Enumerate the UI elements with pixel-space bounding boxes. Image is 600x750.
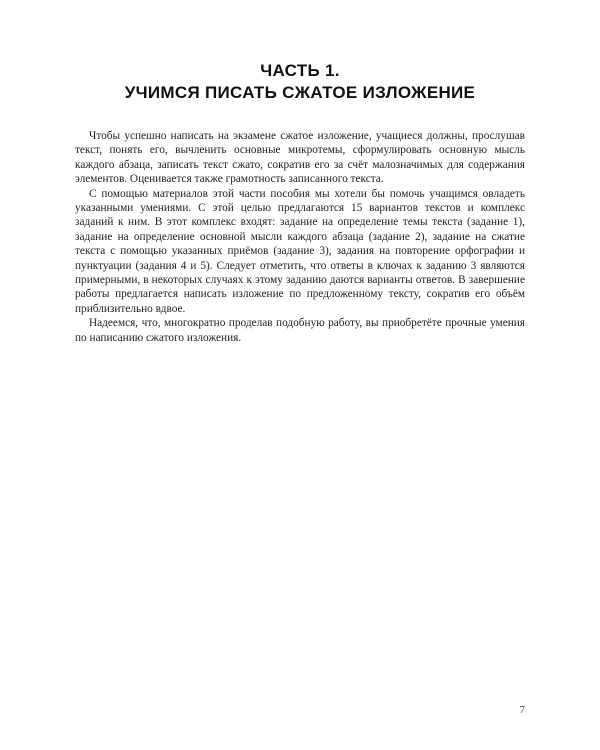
page-number: 7 bbox=[519, 704, 525, 716]
paragraph-2: С помощью материалов этой части пособия мы хотели бы помочь учащимся овладеть указанными умениями. С этой целью предлагаются 15 вариантов текстов и комплекс заданий к ним. В этот комплекс входят: задание на определение темы текста (задание 1), задание на определение основной мысли каждого абзаца (задание 2), задание на сжатие текста с помощью указанных приёмов (задание 3), задания на повторение орфографии и пунктуации (задания 4 и 5). Следует отметить, что ответы в ключах к заданию 3 являются примерными, в некоторых случаях к этому заданию даются варианты ответов. В завершение работы предлагается написать изложение по предложенному тексту, сократив его объём приблизительно вдвое. bbox=[75, 187, 525, 315]
chapter-title: УЧИМСЯ ПИСАТЬ СЖАТОЕ ИЗЛОЖЕНИЕ bbox=[124, 83, 476, 102]
chapter-heading bbox=[0, 60, 600, 104]
paragraph-3: Надеемся, что, многократно проделав подобную работу, вы приобретёте прочные умения по написанию сжатого изложения. bbox=[75, 317, 525, 344]
paragraph-1: Чтобы успешно написать на экзамене сжатое изложение, учащиеся должны, прослушав текст, понять его, вычленить основные микротемы, сформулировать основную мысль каждого абзаца, записать текст сжато, сократив его за счёт малозначимых для содержания элементов. Оценивается также грамотность записанного текста. bbox=[75, 130, 525, 186]
intro-text bbox=[75, 129, 525, 345]
part-number: ЧАСТЬ 1. bbox=[260, 61, 340, 80]
